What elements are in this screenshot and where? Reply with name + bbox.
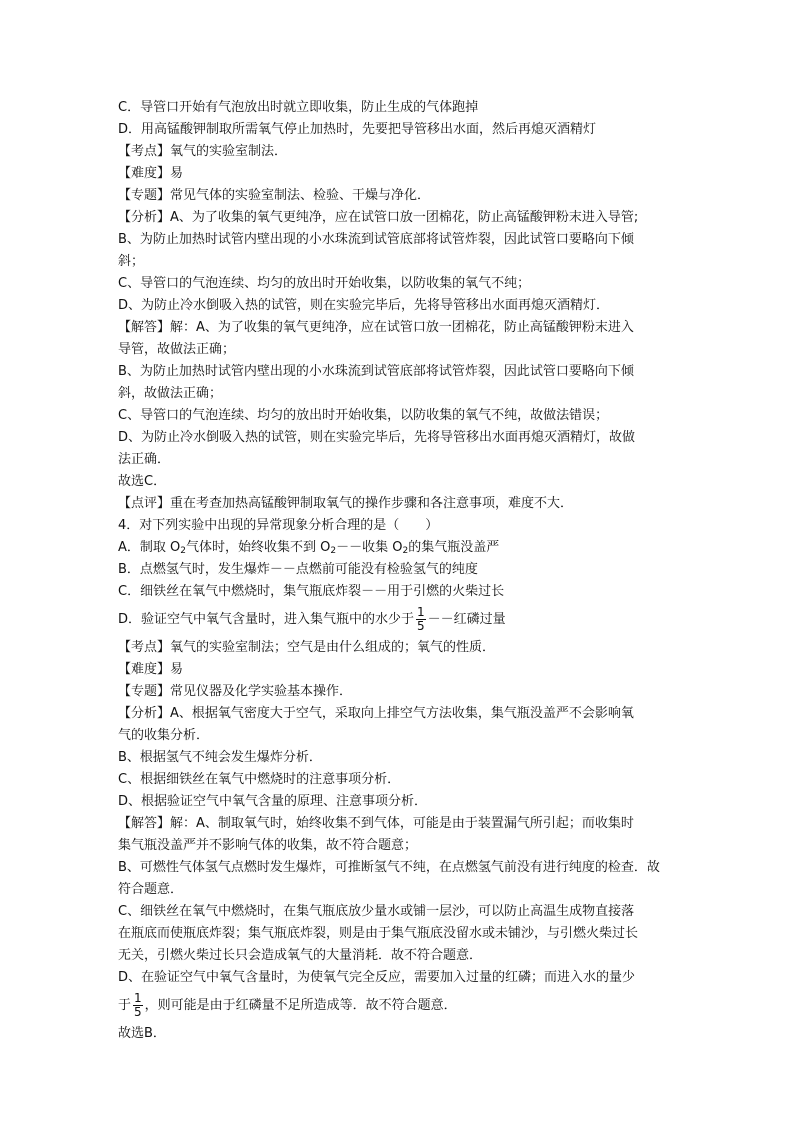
q4-option-a-pre: A．制取 O — [118, 540, 181, 555]
fraction-denominator: 5 — [134, 1005, 142, 1019]
q3-jieda-line: D、为防止冷水倒吸入热的试管，则在实验完毕后，先将导管移出水面再熄灭酒精灯，故做 — [118, 430, 636, 445]
q4-fenxi-line: C、根据细铁丝在氧气中燃烧时的注意事项分析． — [118, 772, 401, 787]
q3-jieda-line: C、导管口的气泡连续、均匀的放出时开始收集，以防收集的氧气不纯，故做法错误； — [118, 408, 609, 423]
q3-fenxi-line: C、导管口的气泡连续、均匀的放出时开始收集，以防收集的氧气不纯； — [118, 276, 531, 291]
fraction-numerator: 1 — [417, 605, 425, 619]
q3-jieda-line: 法正确． — [118, 452, 171, 467]
q4-jieda-line: 符合题意． — [118, 882, 184, 897]
subscript-2: 2 — [180, 546, 186, 556]
q3-nandu: 【难度】易 — [118, 166, 184, 181]
q4-zhuanti: 【专题】常见仪器及化学实验基本操作． — [118, 684, 353, 699]
q4-jieda-line: B、可燃性气体氢气点燃时发生爆炸，可推断氢气不纯，在点燃氢气前没有进行纯度的检查．故 — [118, 860, 660, 875]
q4-kaodian: 【考点】氧气的实验室制法；空气是由什么组成的；氧气的性质． — [118, 640, 496, 655]
q4-jieda-line: 集气瓶没盖严并不影响气体的收集，故不符合题意； — [118, 838, 418, 853]
q3-dianping: 【点评】重在考查加热高锰酸钾制取氧气的操作步骤和各注意事项，难度不大． — [118, 496, 574, 511]
q4-option-a — [118, 537, 688, 559]
q4-fenxi-line: 【分析】A、根据氧气密度大于空气，采取向上排空气方法收集，集气瓶没盖严不会影响氧 — [118, 706, 634, 721]
q4-nandu: 【难度】易 — [118, 662, 184, 677]
q4-option-a-mid: 气体时，始终收集不到 O — [186, 540, 331, 555]
q4-fenxi-line: 气的收集分析． — [118, 728, 210, 743]
q4-option-a-mid2: －－收集 O — [336, 540, 403, 555]
q3-fenxi-line: 斜； — [118, 254, 145, 269]
q3-jieda-line: 导管，故做法正确； — [118, 342, 236, 357]
q3-kaodian: 【考点】氧气的实验室制法． — [118, 144, 288, 159]
q4-jieda-line: 【解答】解：A、制取氧气时，始终收集不到气体，可能是由于装置漏气所引起；而收集时 — [118, 816, 634, 831]
fraction-one-fifth — [416, 606, 426, 633]
q4-jieda-line: C、细铁丝在氧气中燃烧时，在集气瓶底放少量水或铺一层沙，可以防止高温生成物直接落 — [118, 904, 635, 919]
q4-option-d-post: －－红磷过量 — [427, 612, 506, 627]
q3-jieda-line: B、为防止加热时试管内壁出现的小水珠流到试管底部将试管炸裂，因此试管口要略向下倾 — [118, 364, 634, 379]
q3-answer: 故选C． — [118, 474, 167, 489]
q4-jieda-last — [118, 989, 688, 1023]
q3-jieda-line: 【解答】解：A、为了收集的氧气更纯净，应在试管口放一团棉花，防止高锰酸钾粉末进入 — [118, 320, 634, 335]
q4-stem: 4．对下列实验中出现的异常现象分析合理的是（ ） — [118, 518, 439, 533]
q4-fenxi-line: D、根据验证空气中氧气含量的原理、注意事项分析． — [118, 794, 428, 809]
q3-option-d: D．用高锰酸钾制取所需氧气停止加热时，先要把导管移出水面，然后再熄灭酒精灯 — [118, 122, 597, 137]
q3-option-c: C．导管口开始有气泡放出时就立即收集，防止生成的气体跑掉 — [118, 100, 479, 115]
subscript-2: 2 — [330, 546, 337, 556]
subscript-2: 2 — [402, 546, 409, 556]
q4-jieda-last-post: ，则可能是由于红磷量不足所造成等．故不符合题意． — [144, 998, 457, 1013]
q4-jieda-last-pre: 于 — [118, 998, 132, 1013]
q4-option-d-pre: D．验证空气中氧气含量时，进入集气瓶中的水少于 — [118, 612, 415, 627]
q4-jieda-line: 无关，引燃火柴过长只会造成氧气的大量消耗．故不符合题意． — [118, 948, 483, 963]
q4-option-d — [118, 603, 688, 637]
q4-fenxi-line: B、根据氢气不纯会发生爆炸分析． — [118, 750, 322, 765]
fraction-numerator: 1 — [134, 991, 142, 1005]
q4-jieda-line: 在瓶底而使瓶底炸裂；集气瓶底炸裂，则是由于集气瓶底没留水或未铺沙，与引燃火柴过长 — [118, 926, 639, 941]
fraction-denominator: 5 — [417, 619, 425, 633]
q3-fenxi-line: B、为防止加热时试管内壁出现的小水珠流到试管底部将试管炸裂，因此试管口要略向下倾 — [118, 232, 634, 247]
q3-fenxi-line: 【分析】A、为了收集的氧气更纯净，应在试管口放一团棉花，防止高锰酸钾粉末进入导管; — [118, 210, 639, 225]
q3-jieda-line: 斜，故做法正确； — [118, 386, 223, 401]
q3-zhuanti: 【专题】常见气体的实验室制法、检验、干燥与净化． — [118, 188, 431, 203]
fraction-one-fifth — [133, 992, 143, 1019]
q4-option-b: B．点燃氢气时，发生爆炸－－点燃前可能没有检验氢气的纯度 — [118, 562, 478, 577]
q3-fenxi-line: D、为防止冷水倒吸入热的试管，则在实验完毕后，先将导管移出水面再熄灭酒精灯． — [118, 298, 610, 313]
q4-answer: 故选B． — [118, 1026, 166, 1041]
document-page — [118, 97, 688, 1045]
q4-option-a-post: 的集气瓶没盖严 — [408, 540, 500, 555]
q4-option-c: C．细铁丝在氧气中燃烧时，集气瓶底炸裂－－用于引燃的火柴过长 — [118, 584, 505, 599]
q4-jieda-line: D、在验证空气中氧气含量时，为使氧气完全反应，需要加入过量的红磷；而进入水的量少 — [118, 970, 636, 985]
